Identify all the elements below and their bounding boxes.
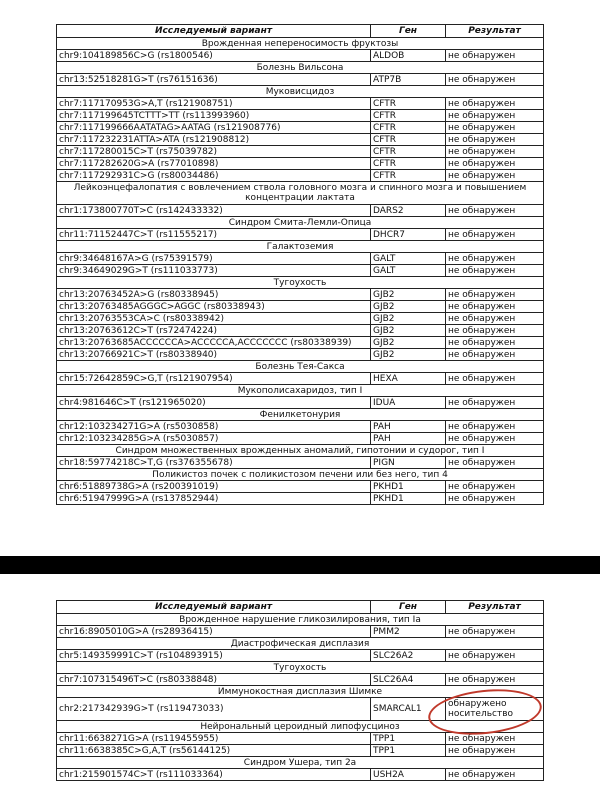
section-title: Поликистоз почек с поликистозом печени или без него, тип 4 bbox=[57, 469, 544, 481]
table-row bbox=[57, 229, 544, 241]
variant-cell: chr16:8905010G>A (rs28936415) bbox=[57, 626, 371, 638]
section-row bbox=[57, 409, 544, 421]
gene-cell: CFTR bbox=[371, 146, 446, 158]
table-row bbox=[57, 674, 544, 686]
result-cell: не обнаружен bbox=[446, 301, 544, 313]
result-cell: не обнаружен bbox=[446, 733, 544, 745]
section-row bbox=[57, 217, 544, 229]
section-row bbox=[57, 62, 544, 74]
gene-cell: ATP7B bbox=[371, 74, 446, 86]
gene-cell: CFTR bbox=[371, 122, 446, 134]
section-title: Синдром Смита-Лемли-Опица bbox=[57, 217, 544, 229]
section-row bbox=[57, 469, 544, 481]
gene-cell: PMM2 bbox=[371, 626, 446, 638]
variant-cell: chr4:981646C>T (rs121965020) bbox=[57, 397, 371, 409]
section-title: Иммунокостная дисплазия Шимке bbox=[57, 686, 544, 698]
section-title: Болезнь Вильсона bbox=[57, 62, 544, 74]
gene-cell: GJB2 bbox=[371, 301, 446, 313]
section-row bbox=[57, 361, 544, 373]
result-cell: не обнаружен bbox=[446, 98, 544, 110]
gene-cell: GJB2 bbox=[371, 337, 446, 349]
table-row bbox=[57, 433, 544, 445]
gene-cell: CFTR bbox=[371, 110, 446, 122]
gene-cell: CFTR bbox=[371, 98, 446, 110]
table-row bbox=[57, 253, 544, 265]
result-cell: не обнаружен bbox=[446, 146, 544, 158]
variant-cell: chr11:6638271G>A (rs119455955) bbox=[57, 733, 371, 745]
variant-cell: chr7:117282620G>A (rs77010898) bbox=[57, 158, 371, 170]
variant-cell: chr13:20763553CA>C (rs80338942) bbox=[57, 313, 371, 325]
table-row bbox=[57, 146, 544, 158]
table-row bbox=[57, 265, 544, 277]
section-title: Врожденное нарушение гликозилирования, тип Ia bbox=[57, 614, 544, 626]
section-row bbox=[57, 638, 544, 650]
section-title: Синдром множественных врожденных аномалий, гипотонии и судорог, тип I bbox=[57, 445, 544, 457]
section-title: Синдром Ушера, тип 2а bbox=[57, 757, 544, 769]
table-row bbox=[57, 158, 544, 170]
result-cell: не обнаружен bbox=[446, 397, 544, 409]
table-row bbox=[57, 373, 544, 385]
gene-cell: PKHD1 bbox=[371, 493, 446, 505]
section-title: Мукополисахаридоз, тип I bbox=[57, 385, 544, 397]
table-row bbox=[57, 325, 544, 337]
variant-cell: chr13:20763485AGGGC>AGGC (rs80338943) bbox=[57, 301, 371, 313]
header-variant: Исследуемый вариант bbox=[57, 601, 371, 614]
gene-cell: GJB2 bbox=[371, 289, 446, 301]
section-title: Галактоземия bbox=[57, 241, 544, 253]
table-header bbox=[57, 25, 544, 38]
table-row bbox=[57, 50, 544, 62]
variants-table-1 bbox=[56, 24, 544, 505]
result-cell: не обнаружен bbox=[446, 674, 544, 686]
variant-cell: chr7:117170953G>A,T (rs121908751) bbox=[57, 98, 371, 110]
section-title: Диастрофическая дисплазия bbox=[57, 638, 544, 650]
table-row bbox=[57, 397, 544, 409]
section-title: Болезнь Тея-Сакса bbox=[57, 361, 544, 373]
header-gene: Ген bbox=[371, 25, 446, 38]
gene-cell: CFTR bbox=[371, 134, 446, 146]
variant-cell: chr7:117292931C>G (rs80034486) bbox=[57, 170, 371, 182]
gene-cell: IDUA bbox=[371, 397, 446, 409]
result-cell: не обнаружен bbox=[446, 265, 544, 277]
result-cell: не обнаружен bbox=[446, 373, 544, 385]
table-row bbox=[57, 457, 544, 469]
section-title: Нейрональный цероидный липофусциноз bbox=[57, 721, 544, 733]
header-variant: Исследуемый вариант bbox=[57, 25, 371, 38]
gene-cell: USH2A bbox=[371, 769, 446, 781]
variant-cell: chr1:215901574C>T (rs111033364) bbox=[57, 769, 371, 781]
table-row bbox=[57, 122, 544, 134]
gene-cell: ALDOB bbox=[371, 50, 446, 62]
section-row bbox=[57, 38, 544, 50]
gene-cell: TPP1 bbox=[371, 733, 446, 745]
gene-cell: PIGN bbox=[371, 457, 446, 469]
result-cell: не обнаружен bbox=[446, 325, 544, 337]
variants-table-2 bbox=[56, 600, 544, 781]
variant-cell: chr7:117199666AATATAG>AATAG (rs121908776) bbox=[57, 122, 371, 134]
header-gene: Ген bbox=[371, 601, 446, 614]
gene-cell: PKHD1 bbox=[371, 481, 446, 493]
variant-cell: chr7:117232231ATTA>ATA (rs121908812) bbox=[57, 134, 371, 146]
gene-cell: GALT bbox=[371, 253, 446, 265]
result-cell: не обнаружен bbox=[446, 110, 544, 122]
section-title: Врожденная непереносимость фруктозы bbox=[57, 38, 544, 50]
report-page-2 bbox=[0, 574, 600, 799]
section-row bbox=[57, 385, 544, 397]
gene-cell: DARS2 bbox=[371, 205, 446, 217]
result-cell: не обнаружен bbox=[446, 433, 544, 445]
variant-cell: chr9:34649029G>T (rs111033773) bbox=[57, 265, 371, 277]
variant-cell: chr6:51947999G>A (rs137852944) bbox=[57, 493, 371, 505]
gene-cell: SLC26A4 bbox=[371, 674, 446, 686]
result-cell: не обнаружен bbox=[446, 337, 544, 349]
gene-cell: GJB2 bbox=[371, 325, 446, 337]
result-cell: не обнаружен bbox=[446, 769, 544, 781]
variant-cell: chr5:149359991C>T (rs104893915) bbox=[57, 650, 371, 662]
table-row bbox=[57, 745, 544, 757]
result-cell: не обнаружен bbox=[446, 229, 544, 241]
variant-cell: chr12:103234285G>A (rs5030857) bbox=[57, 433, 371, 445]
section-title: Тугоухость bbox=[57, 277, 544, 289]
variant-cell: chr2:217342939G>T (rs119473033) bbox=[57, 698, 371, 721]
result-cell: не обнаружен bbox=[446, 122, 544, 134]
section-row bbox=[57, 277, 544, 289]
section-row bbox=[57, 86, 544, 98]
table-row bbox=[57, 205, 544, 217]
result-cell: не обнаружен bbox=[446, 313, 544, 325]
variant-cell: chr13:20763452A>G (rs80338945) bbox=[57, 289, 371, 301]
variant-cell: chr7:107315496T>C (rs80338848) bbox=[57, 674, 371, 686]
section-row bbox=[57, 445, 544, 457]
result-cell: не обнаружен bbox=[446, 158, 544, 170]
gene-cell: HEXA bbox=[371, 373, 446, 385]
section-row bbox=[57, 614, 544, 626]
gene-cell: PAH bbox=[371, 433, 446, 445]
result-cell: обнаружено носительство bbox=[446, 698, 544, 721]
section-row bbox=[57, 241, 544, 253]
variant-cell: chr7:117199645TCTTT>TT (rs113993960) bbox=[57, 110, 371, 122]
gene-cell: TPP1 bbox=[371, 745, 446, 757]
variant-cell: chr13:52518281G>T (rs76151636) bbox=[57, 74, 371, 86]
result-cell: не обнаружен bbox=[446, 349, 544, 361]
gene-cell: DHCR7 bbox=[371, 229, 446, 241]
table-row bbox=[57, 337, 544, 349]
result-cell: не обнаружен bbox=[446, 493, 544, 505]
result-cell: не обнаружен bbox=[446, 205, 544, 217]
variant-cell: chr13:20763685ACCCCCCA>ACCCCCA,ACCCCCCC (rs80338939) bbox=[57, 337, 371, 349]
variant-cell: chr13:20766921C>T (rs80338940) bbox=[57, 349, 371, 361]
table-row bbox=[57, 421, 544, 433]
header-result: Результат bbox=[446, 601, 544, 614]
gene-cell: GALT bbox=[371, 265, 446, 277]
table-row bbox=[57, 493, 544, 505]
variant-cell: chr12:103234271G>A (rs5030858) bbox=[57, 421, 371, 433]
result-cell: не обнаружен bbox=[446, 481, 544, 493]
table-row bbox=[57, 313, 544, 325]
gene-cell: CFTR bbox=[371, 170, 446, 182]
table-row bbox=[57, 110, 544, 122]
table-row bbox=[57, 301, 544, 313]
variant-cell: chr11:71152447C>T (rs11555217) bbox=[57, 229, 371, 241]
variant-cell: chr1:173800770T>C (rs142433332) bbox=[57, 205, 371, 217]
section-title: Лейкоэнцефалопатия с вовлечением ствола головного мозга и спинного мозга и повышением концентрации лактата bbox=[57, 182, 544, 205]
table-header bbox=[57, 601, 544, 614]
gene-cell: GJB2 bbox=[371, 349, 446, 361]
result-cell: не обнаружен bbox=[446, 74, 544, 86]
section-row bbox=[57, 662, 544, 674]
section-title: Тугоухость bbox=[57, 662, 544, 674]
table-row bbox=[57, 74, 544, 86]
variant-cell: chr9:34648167A>G (rs75391579) bbox=[57, 253, 371, 265]
variant-cell: chr7:117280015C>T (rs75039782) bbox=[57, 146, 371, 158]
variant-cell: chr9:104189856C>G (rs1800546) bbox=[57, 50, 371, 62]
section-row bbox=[57, 757, 544, 769]
variant-cell: chr15:72642859C>G,T (rs121907954) bbox=[57, 373, 371, 385]
result-cell: не обнаружен bbox=[446, 626, 544, 638]
table-row bbox=[57, 170, 544, 182]
result-cell: не обнаружен bbox=[446, 289, 544, 301]
table-row bbox=[57, 134, 544, 146]
table-row bbox=[57, 289, 544, 301]
result-cell: не обнаружен bbox=[446, 457, 544, 469]
gene-cell: CFTR bbox=[371, 158, 446, 170]
section-title: Муковисцидоз bbox=[57, 86, 544, 98]
table-row bbox=[57, 650, 544, 662]
section-title: Фенилкетонурия bbox=[57, 409, 544, 421]
result-cell: не обнаружен bbox=[446, 134, 544, 146]
section-row bbox=[57, 182, 544, 205]
result-cell: не обнаружен bbox=[446, 421, 544, 433]
variant-cell: chr18:59774218C>T,G (rs376355678) bbox=[57, 457, 371, 469]
result-cell: не обнаружен bbox=[446, 650, 544, 662]
result-cell: не обнаружен bbox=[446, 170, 544, 182]
header-result: Результат bbox=[446, 25, 544, 38]
gene-cell: GJB2 bbox=[371, 313, 446, 325]
result-cell: не обнаружен bbox=[446, 253, 544, 265]
gene-cell: PAH bbox=[371, 421, 446, 433]
result-cell: не обнаружен bbox=[446, 50, 544, 62]
table-row bbox=[57, 769, 544, 781]
gene-cell: SLC26A2 bbox=[371, 650, 446, 662]
table-row bbox=[57, 349, 544, 361]
result-cell: не обнаружен bbox=[446, 745, 544, 757]
variant-cell: chr6:51889738G>A (rs200391019) bbox=[57, 481, 371, 493]
table-row bbox=[57, 626, 544, 638]
gene-cell: SMARCAL1 bbox=[371, 698, 446, 721]
table-row bbox=[57, 98, 544, 110]
table-row bbox=[57, 481, 544, 493]
variant-cell: chr13:20763612C>T (rs72474224) bbox=[57, 325, 371, 337]
variant-cell: chr11:6638385C>G,A,T (rs56144125) bbox=[57, 745, 371, 757]
